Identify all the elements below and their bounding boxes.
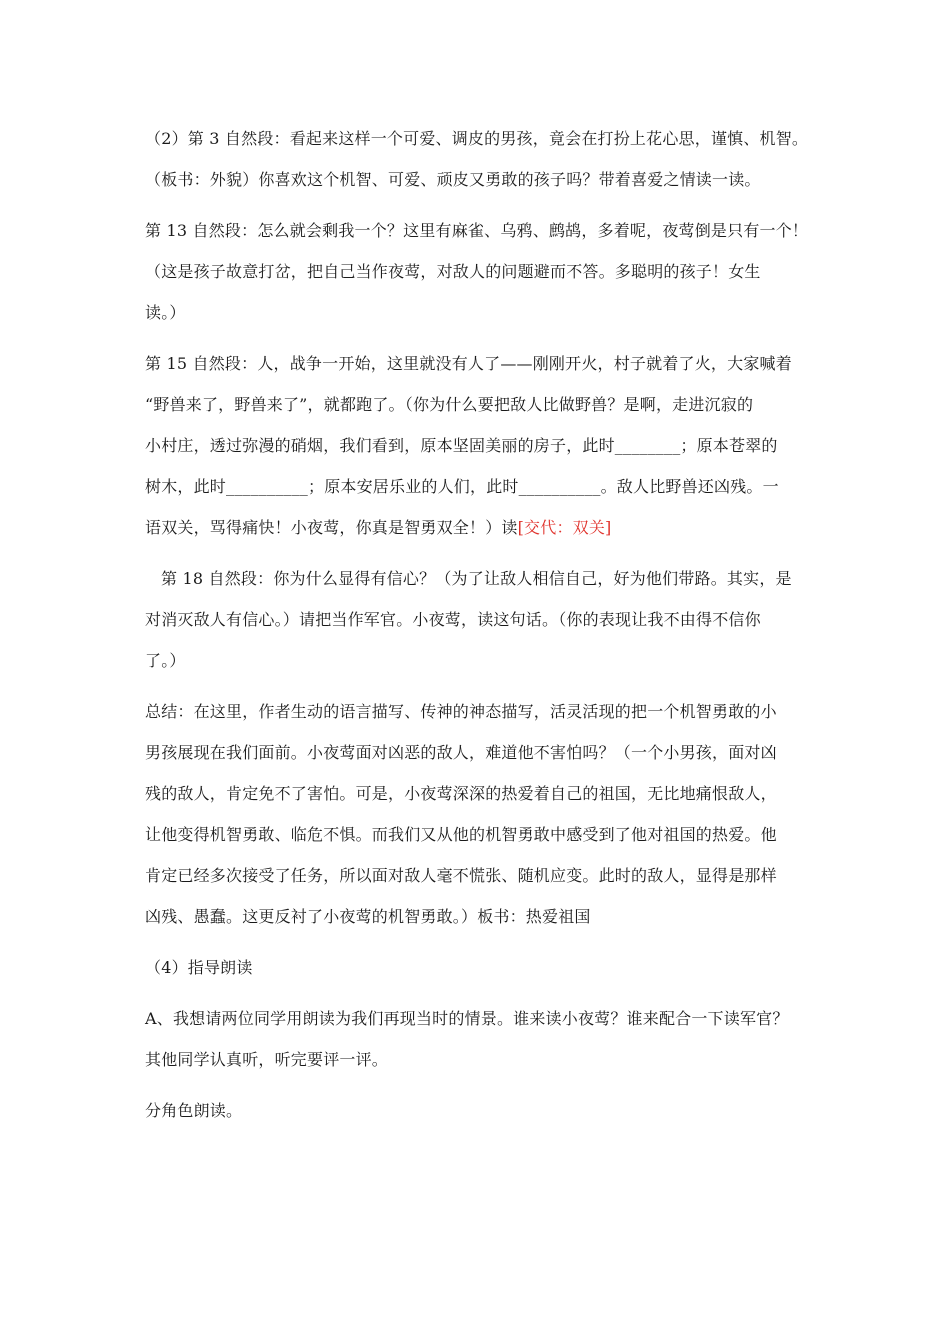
paragraph-section-18 [145,558,815,681]
text-line: 第 15 自然段：人，战争一开始，这里就没有人了——刚刚开火，村子就着了火，大家喊着 [145,354,792,373]
text-line: A、我想请两位同学用朗读为我们再现当时的情景。谁来读小夜莺？谁来配合一下读军官？ [145,1009,789,1028]
text-line: 小村庄，透过弥漫的硝烟，我们看到，原本坚固美丽的房子，此时________；原本苍翠的 [145,436,778,455]
text-line: 其他同学认真听，听完要评一评。 [145,1050,389,1069]
paragraph-summary [145,691,815,937]
paragraph-section-2 [145,118,815,200]
text-line: 读。） [145,303,186,322]
text-line: （板书：外貌）你喜欢这个机智、可爱、顽皮又勇敢的孩子吗？带着喜爱之情读一读。 [145,170,761,189]
paragraph-section-15 [145,343,815,548]
text-line: 凶残、愚蠢。这更反衬了小夜莺的机智勇敢。）板书：热爱祖国 [145,907,591,926]
text-line: 残的敌人，肯定免不了害怕。可是，小夜莺深深的热爱着自己的祖国，无比地痛恨敌人， [145,784,777,803]
text-line: （这是孩子故意打岔，把自己当作夜莺，对敌人的问题避而不答。多聪明的孩子！女生 [145,262,761,281]
text-line: 第 18 自然段：你为什么显得有信心？（为了让敌人相信自己，好为他们带路。其实，是 [161,569,792,588]
text-line: 分角色朗读。 [145,1101,243,1120]
text-line: 了。） [145,651,186,670]
text-line: 让他变得机智勇敢、临危不惧。而我们又从他的机智勇敢中感受到了他对祖国的热爱。他 [145,825,777,844]
text-line: 第 13 自然段：怎么就会剩我一个？这里有麻雀、乌鸦、鹧鸪，多着呢，夜莺倒是只有一个！ [145,221,809,240]
paragraph-role-reading [145,1090,815,1131]
document-page [145,118,815,1141]
paragraph-reading-guide-heading [145,947,815,988]
text-line: “野兽来了，野兽来了”，就都跑了。（你为什么要把敌人比做野兽？是啊，走进沉寂的 [145,395,754,414]
section-heading: （4）指导朗读 [145,958,253,977]
text-line: 对消灭敌人有信心。）请把当作军官。小夜莺，读这句话。（你的表现让我不由得不信你 [145,610,761,629]
text-segment: 语双关，骂得痛快！小夜莺，你真是智勇双全！）读 [145,518,518,537]
teacher-note-red: [交代：双关] [517,518,612,537]
text-line: （2）第 3 自然段：看起来这样一个可爱、调皮的男孩，竟会在打扮上花心思，谨慎、机智。 [145,129,809,148]
paragraph-reading-instruction [145,998,815,1080]
paragraph-section-13 [145,210,815,333]
text-line: 树木，此时__________；原本安居乐业的人们，此时__________。敌人比野兽还凶残。一 [145,477,779,496]
text-line: 男孩展现在我们面前。小夜莺面对凶恶的敌人，难道他不害怕吗？（一个小男孩，面对凶 [145,743,777,762]
text-line: 总结：在这里，作者生动的语言描写、传神的神态描写，活灵活现的把一个机智勇敢的小 [145,702,777,721]
text-line: 肯定已经多次接受了任务，所以面对敌人毫不慌张、随机应变。此时的敌人，显得是那样 [145,866,777,885]
text-line-with-note [145,507,815,548]
